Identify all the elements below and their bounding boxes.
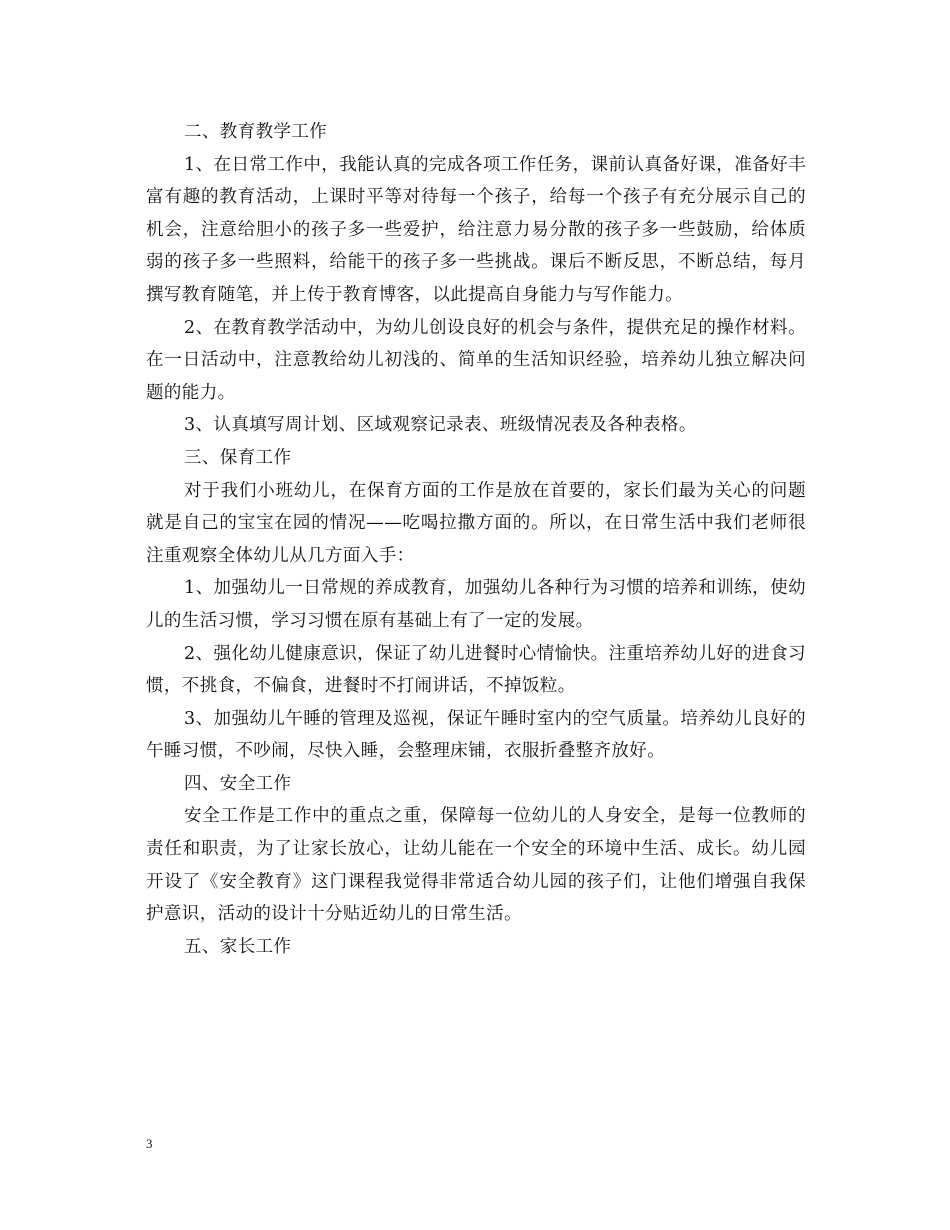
document-body bbox=[146, 116, 806, 963]
section-heading-teaching: 二、教育教学工作 bbox=[184, 122, 328, 142]
section-heading-safety: 四、安全工作 bbox=[184, 773, 292, 794]
section-heading-care: 三、保育工作 bbox=[184, 447, 292, 468]
paragraph-safety: 安全工作是工作中的重点之重，保障每一位幼儿的人身安全，是每一位教师的责任和职责，为了让家长放心，让幼儿能在一个安全的环境中生活、成长。幼儿园开设了《安全教育》这门课程我觉得非常适合幼儿园的孩子们，让他们增强自我保护意识，活动的设计十分贴近幼儿的日常生活。 bbox=[146, 806, 806, 925]
paragraph-nap: 3、加强幼儿午睡的管理及巡视，保证午睡时室内的空气质量。培养幼儿良好的午睡习惯，不吵闹，尽快入睡，会整理床铺，衣服折叠整齐放好。 bbox=[146, 708, 806, 762]
page-number: 3 bbox=[146, 1136, 153, 1151]
paragraph-forms: 3、认真填写周计划、区域观察记录表、班级情况表及各种表格。 bbox=[184, 415, 697, 436]
paragraph-daily-work: 1、在日常工作中，我能认真的完成各项工作任务，课前认真备好课，准备好丰富有趣的教育活动，上课时平等对待每一个孩子，给每一个孩子有充分展示自己的机会，注意给胆小的孩子多一些爱护，给注意力易分散的孩子多一些鼓励，给体质弱的孩子多一些照料，给能干的孩子多一些挑战。课后不断反思，不断总结，每月撰写教育随笔，并上传于教育博客，以此提高自身能力与写作能力。 bbox=[146, 154, 806, 305]
section-heading-parents: 五、家长工作 bbox=[184, 936, 292, 957]
paragraph-care-intro: 对于我们小班幼儿，在保育方面的工作是放在首要的，家长们最为关心的问题就是自己的宝宝在园的情况——吃喝拉撒方面的。所以，在日常生活中我们老师很注重观察全体幼儿从几方面入手： bbox=[146, 480, 806, 566]
paragraph-routine: 1、加强幼儿一日常规的养成教育，加强幼儿各种行为习惯的培养和训练，使幼儿的生活习惯，学习习惯在原有基础上有了一定的发展。 bbox=[146, 578, 806, 631]
paragraph-teaching-activities: 2、在教育教学活动中，为幼儿创设良好的机会与条件，提供充足的操作材料。在一日活动中，注意教给幼儿初浅的、简单的生活知识经验，培养幼儿独立解决问题的能力。 bbox=[146, 317, 806, 403]
paragraph-health: 2、强化幼儿健康意识，保证了幼儿进餐时心情愉快。注重培养幼儿好的进食习惯，不挑食，不偏食，进餐时不打闹讲话，不掉饭粒。 bbox=[146, 643, 806, 697]
